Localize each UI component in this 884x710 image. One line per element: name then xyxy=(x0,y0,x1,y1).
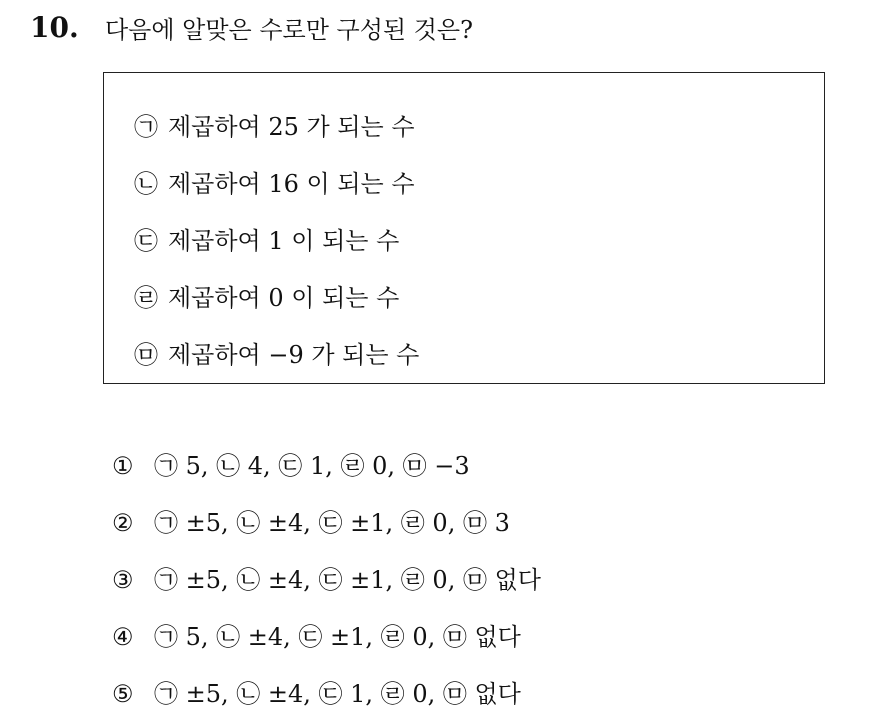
condition-text: 제곱하여 0 이 되는 수 xyxy=(168,284,400,312)
choice-text: ㉠ ±5, ㉡ ±4, ㉢ ±1, ㉣ 0, ㉤ 3 xyxy=(154,509,510,537)
question-number: 10. xyxy=(30,11,79,44)
answer-choice-4[interactable] xyxy=(112,621,521,653)
condition-item xyxy=(134,339,419,371)
choice-text: ㉠ 5, ㉡ ±4, ㉢ ±1, ㉣ 0, ㉤ 없다 xyxy=(154,623,521,651)
choice-number: ② xyxy=(112,509,134,537)
condition-marker: ㉣ xyxy=(134,284,158,312)
condition-item xyxy=(134,282,399,314)
condition-marker: ㉠ xyxy=(134,113,158,141)
condition-marker: ㉤ xyxy=(134,341,158,369)
condition-item xyxy=(134,225,399,257)
condition-text: 제곱하여 1 이 되는 수 xyxy=(168,227,400,255)
choice-text: ㉠ 5, ㉡ 4, ㉢ 1, ㉣ 0, ㉤ −3 xyxy=(154,452,470,480)
choice-number: ⑤ xyxy=(112,680,134,708)
condition-text: 제곱하여 16 이 되는 수 xyxy=(168,170,415,198)
condition-item xyxy=(134,168,415,200)
condition-marker: ㉢ xyxy=(134,227,158,255)
choice-number: ③ xyxy=(112,566,134,594)
choice-number: ① xyxy=(112,452,134,480)
conditions-box xyxy=(103,72,825,384)
condition-marker: ㉡ xyxy=(134,170,158,198)
answer-choice-5[interactable] xyxy=(112,678,521,710)
choice-text: ㉠ ±5, ㉡ ±4, ㉢ 1, ㉣ 0, ㉤ 없다 xyxy=(154,680,521,708)
answer-choice-1[interactable] xyxy=(112,450,470,482)
condition-text: 제곱하여 −9 가 되는 수 xyxy=(168,341,420,369)
choice-text: ㉠ ±5, ㉡ ±4, ㉢ ±1, ㉣ 0, ㉤ 없다 xyxy=(154,566,541,594)
choice-number: ④ xyxy=(112,623,134,651)
condition-item xyxy=(134,111,415,143)
answer-choice-2[interactable] xyxy=(112,507,510,539)
answer-choice-3[interactable] xyxy=(112,564,541,596)
question-text: 다음에 알맞은 수로만 구성된 것은? xyxy=(105,16,473,44)
condition-text: 제곱하여 25 가 되는 수 xyxy=(168,113,415,141)
